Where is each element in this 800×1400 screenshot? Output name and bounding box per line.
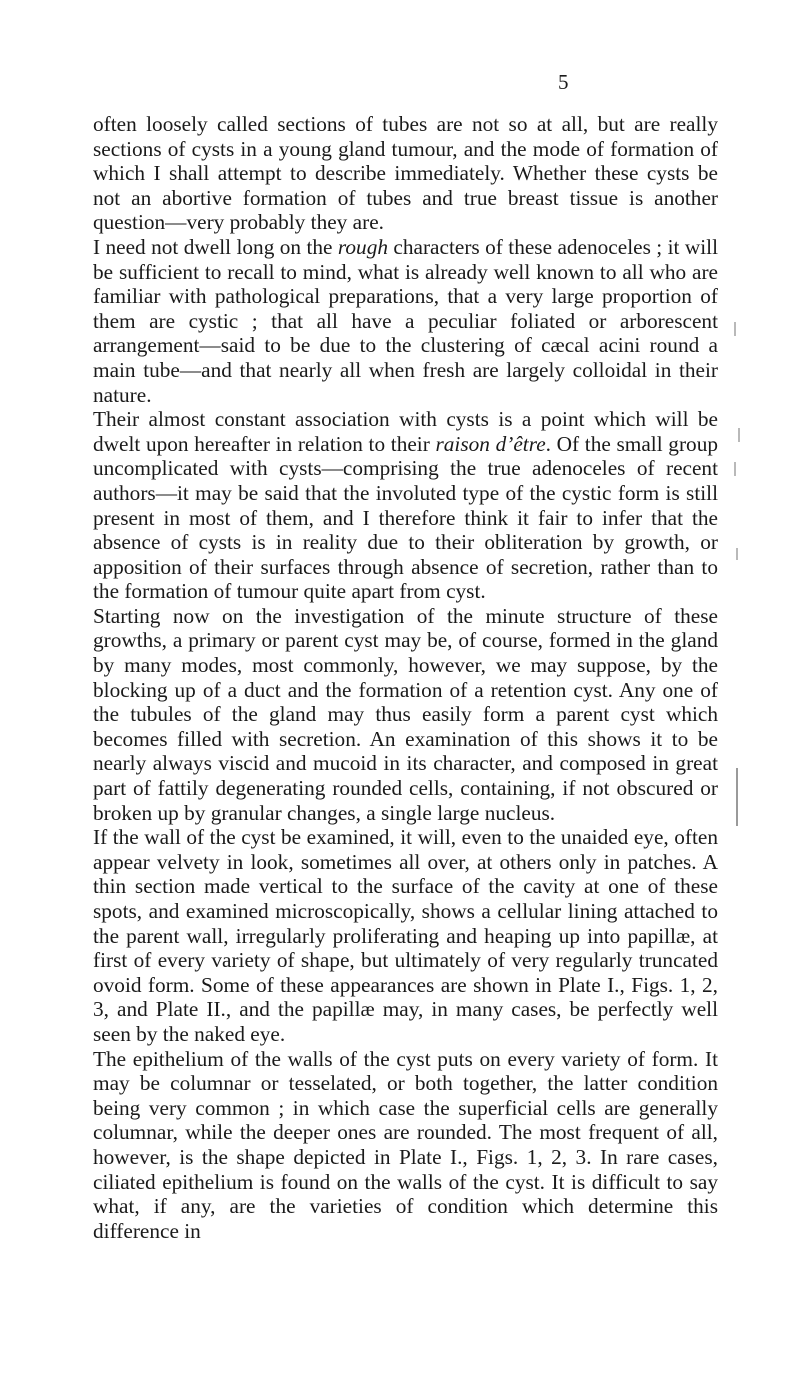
paragraph	[93, 235, 718, 407]
text-run: Starting now on the investigation of the minute structure of these growths, a primary or parent cyst may be, of course, formed in the gland by many modes, most commonly, however, we may suppose, by the blocking up of a duct and the formation of a retention cyst. Any one of the tubules of the gland may thus easily form a parent cyst which becomes filled with secretion. An examination of this shows it to be nearly always viscid and mucoid in its character, and composed in great part of fattily degenerating rounded cells, containing, if not obscured or broken up by granular changes, a single large nucleus.	[93, 603, 718, 825]
paragraph	[93, 112, 718, 235]
body-text	[93, 112, 718, 1243]
margin-mark	[736, 548, 738, 560]
italic-text: raison d’être	[435, 431, 546, 456]
page-number: 5	[558, 70, 569, 94]
margin-mark	[734, 462, 736, 476]
text-run: The epithelium of the walls of the cyst puts on every variety of form. It may be columnar or tesselated, or both together, the latter condition being very common ; in which case the superficial cells are generally columnar, while the deeper ones are rounded. The most frequent of all, however, is the shape depicted in Plate I., Figs. 1, 2, 3. In rare cases, ciliated epithelium is found on the walls of the cyst. It is difficult to say what, if any, are the varieties of condition which determine this difference in	[93, 1046, 718, 1243]
margin-mark	[738, 428, 740, 442]
text-run: If the wall of the cyst be examined, it will, even to the unaided eye, often appear velvety in look, sometimes all over, at others only in patches. A thin section made vertical to the surface of the cavity at one of these spots, and examined microscopically, shows a cellular lining attached to the parent wall, irregularly proliferating and heaping up into papillæ, at first of every variety of shape, but ultimately of very regularly truncated ovoid form. Some of these appearances are shown in Plate I., Figs. 1, 2, 3, and Plate II., and the papillæ may, in many cases, be perfectly well seen by the naked eye.	[93, 825, 718, 1046]
paragraph	[93, 604, 718, 825]
margin-mark	[736, 768, 738, 826]
margin-mark	[734, 322, 736, 336]
paragraph	[93, 1047, 718, 1244]
paragraph	[93, 407, 718, 604]
text-run: I need not dwell long on the	[93, 234, 338, 259]
text-run: . Of the small group uncomplicated with cysts—comprising the true adenoceles of recent authors—it may be said that the involuted type of the cystic form is still present in most of them, and I therefore think it fair to infer that the absence of cysts is in reality due to their obliteration by growth, or apposition of their surfaces through absence of secretion, rather than to the formation of tumour quite apart from cyst.	[93, 431, 718, 604]
italic-text: rough	[337, 234, 388, 259]
paragraph	[93, 825, 718, 1046]
text-run: characters of these adenoceles ; it will be sufficient to recall to mind, what is already well known to all who are familiar with pathological preparations, that a very large proportion of them are cystic ; that all have a peculiar foliated or arborescent arrangement—said to be due to the clustering of cæcal acini round a main tube—and that nearly all when fresh are largely colloidal in their nature.	[93, 234, 718, 407]
text-run: Their almost constant association with cysts is a point which will be dwelt upon hereafter in relation to their	[93, 407, 718, 456]
text-run: often loosely called sections of tubes are not so at all, but are really sections of cysts in a young gland tumour, and the mode of formation of which I shall attempt to describe immediately. Whether these cysts be not an abortive formation of tubes and true breast tissue is another question—very probably they are.	[93, 112, 718, 235]
